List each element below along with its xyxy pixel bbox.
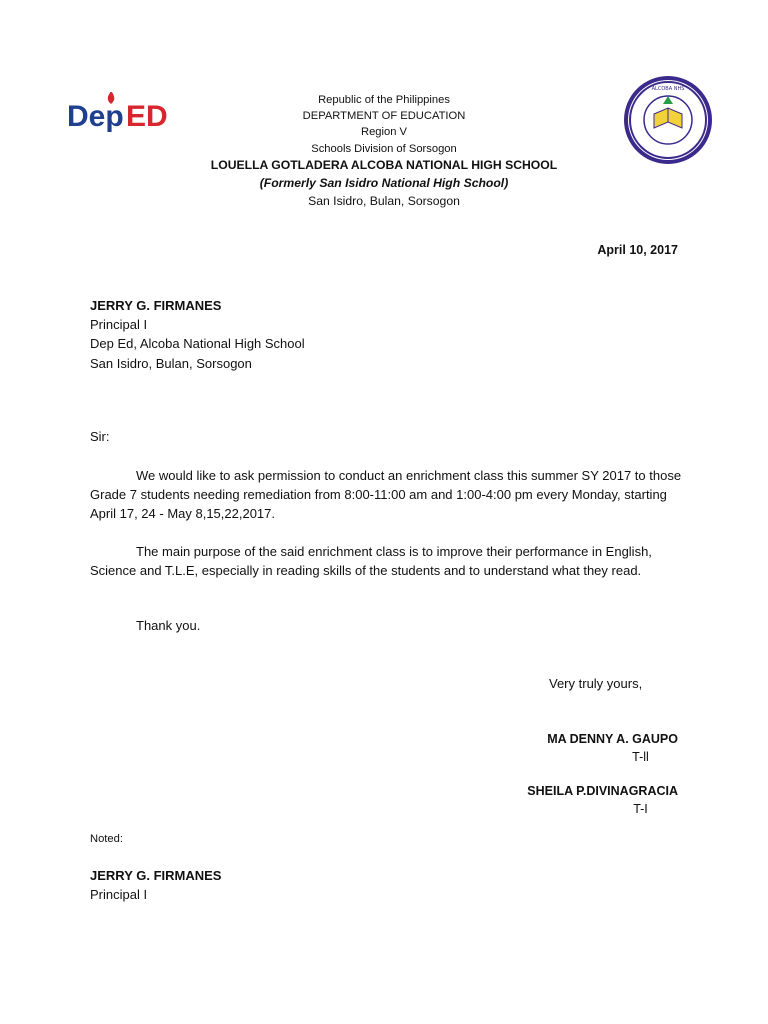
- signatory-1-title: T-ll: [632, 750, 649, 764]
- paragraph-2-text: The main purpose of the said enrichment class is to improve their performance in English, Science and T.L.E, especially in reading skills of the students and to understand what they read.: [90, 544, 652, 578]
- addressee-name: JERRY G. FIRMANES: [90, 298, 222, 313]
- noted-position: Principal I: [90, 887, 148, 902]
- school-former-name: (Formerly San Isidro National High School): [259, 175, 509, 190]
- signatory-2-name: SHEILA P.DIVINAGRACIA: [527, 784, 678, 798]
- signatory-1-name: MA DENNY A. GAUPO: [547, 732, 678, 746]
- svg-text:ED: ED: [126, 100, 168, 133]
- header-republic: Republic of the Philippines: [318, 94, 450, 106]
- addressee-position: Principal I: [90, 317, 148, 333]
- school-address: San Isidro, Bulan, Sorsogon: [308, 193, 460, 208]
- noted-name: JERRY G. FIRMANES: [90, 868, 222, 883]
- signatory-2: [448, 782, 678, 818]
- body-paragraph-2: [90, 542, 690, 580]
- letter-date: April 10, 2017: [597, 243, 678, 257]
- header-region: Region V: [360, 126, 408, 139]
- header-department: DEPARTMENT OF EDUCATION: [302, 110, 466, 123]
- svg-text:ALCOBA NHS: ALCOBA NHS: [651, 86, 685, 92]
- addressee-office: Dep Ed, Alcoba National High School: [90, 336, 305, 352]
- school-seal-icon: [622, 74, 714, 166]
- letterhead: [184, 92, 584, 210]
- salutation: Sir:: [90, 429, 110, 444]
- header-division: Schools Division of Sorsogon: [311, 142, 457, 155]
- noted-label: Noted:: [90, 833, 123, 845]
- addressee-address: San Isidro, Bulan, Sorsogon: [90, 355, 252, 371]
- thank-you-line: Thank you.: [136, 618, 201, 633]
- addressee-block: [90, 296, 305, 373]
- closing-line: Very truly yours,: [549, 676, 643, 691]
- body-paragraph-1: [90, 466, 690, 523]
- school-name: LOUELLA GOTLADERA ALCOBA NATIONAL HIGH SCHOOL: [210, 157, 558, 172]
- deped-logo: [66, 92, 184, 138]
- paragraph-1-text: We would like to ask permission to conduct an enrichment class this summer SY 2017 to those Grade 7 students needing remediation from 8:00-11:00 am and 1:00-4:00 pm every Monday, starting April 17, 24 - May 8,15,22,2017.: [90, 468, 682, 521]
- signatory-2-title: T-I: [633, 802, 648, 816]
- noted-block: [90, 866, 221, 904]
- svg-text:Dep: Dep: [67, 100, 124, 133]
- signatory-1: [448, 730, 678, 766]
